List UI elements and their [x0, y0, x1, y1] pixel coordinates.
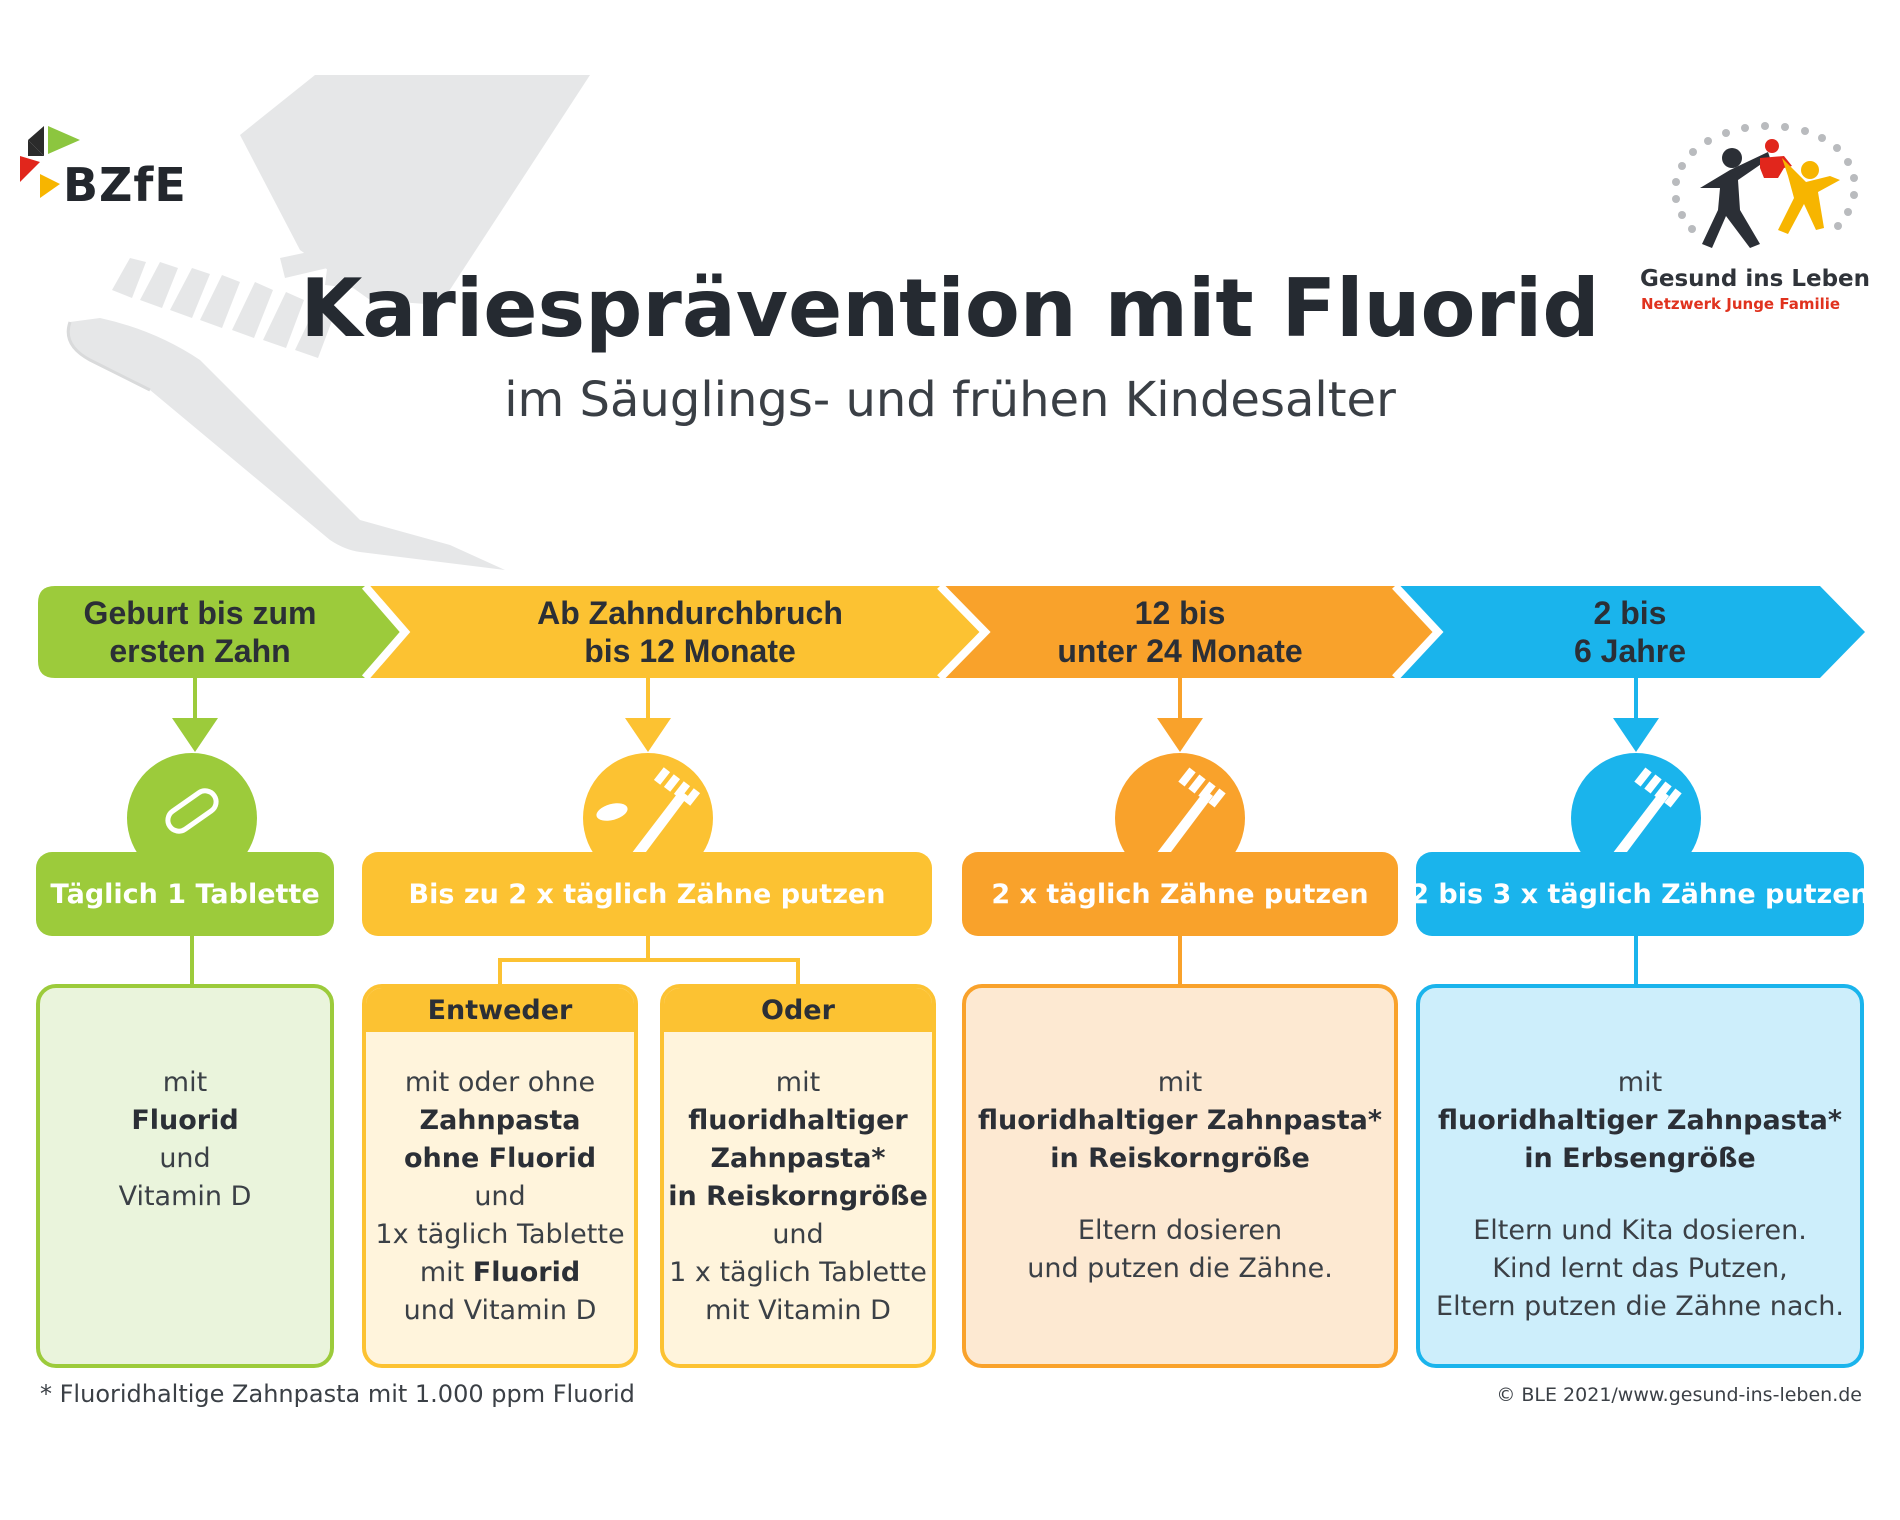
box-either-head: Entweder [366, 988, 634, 1032]
footnote: * Fluoridhaltige Zahnpasta mit 1.000 ppm Fluorid [40, 1380, 635, 1408]
action-bar-tablet: Täglich 1 Tablette [36, 852, 334, 936]
bzfe-logo-text: BZfE [63, 158, 187, 212]
gesund-ins-leben-tagline: Netzwerk Junge Familie [1641, 295, 1841, 313]
action-bar-brush-up-to-2: Bis zu 2 x täglich Zähne putzen [362, 852, 932, 936]
phase-2-label: Ab Zahndurchbruch bis 12 Monate [537, 595, 843, 669]
action-bar-brush-2-3: 2 bis 3 x täglich Zähne putzen [1416, 852, 1864, 936]
box-either: Entweder mit oder ohne Zahnpasta ohne Fluorid und 1x täglich Tablette mit Fluorid und Vitamin D [362, 984, 638, 1368]
page-subtitle: im Säuglings- und frühen Kindesalter [504, 372, 1396, 428]
copyright: © BLE 2021/www.gesund-ins-leben.de [1496, 1384, 1862, 1406]
box-2-6: mit fluoridhaltiger Zahnpasta* in Erbsengröße Eltern und Kita dosieren. Kind lernt das Putzen, Eltern putzen die Zähne nach. [1416, 984, 1864, 1368]
box-or: Oder mit fluoridhaltiger Zahnpasta* in Reiskorngröße und 1 x täglich Tablette mit Vitamin D [660, 984, 936, 1368]
phase-4-label: 2 bis 6 Jahre [1573, 595, 1687, 669]
box-or-head: Oder [664, 988, 932, 1032]
gesund-ins-leben-name: Gesund ins Leben [1640, 266, 1871, 292]
action-bar-brush-2: 2 x täglich Zähne putzen [962, 852, 1398, 936]
box-birth: mit Fluorid und Vitamin D [36, 984, 334, 1368]
page-title: Kariesprävention mit Fluorid [300, 262, 1600, 355]
box-12-24: mit fluoridhaltiger Zahnpasta* in Reiskorngröße Eltern dosieren und putzen die Zähne. [962, 984, 1398, 1368]
phase-1-label: Geburt bis zum ersten Zahn [83, 595, 317, 669]
phase-3-label: 12 bis unter 24 Monate [1057, 595, 1303, 669]
